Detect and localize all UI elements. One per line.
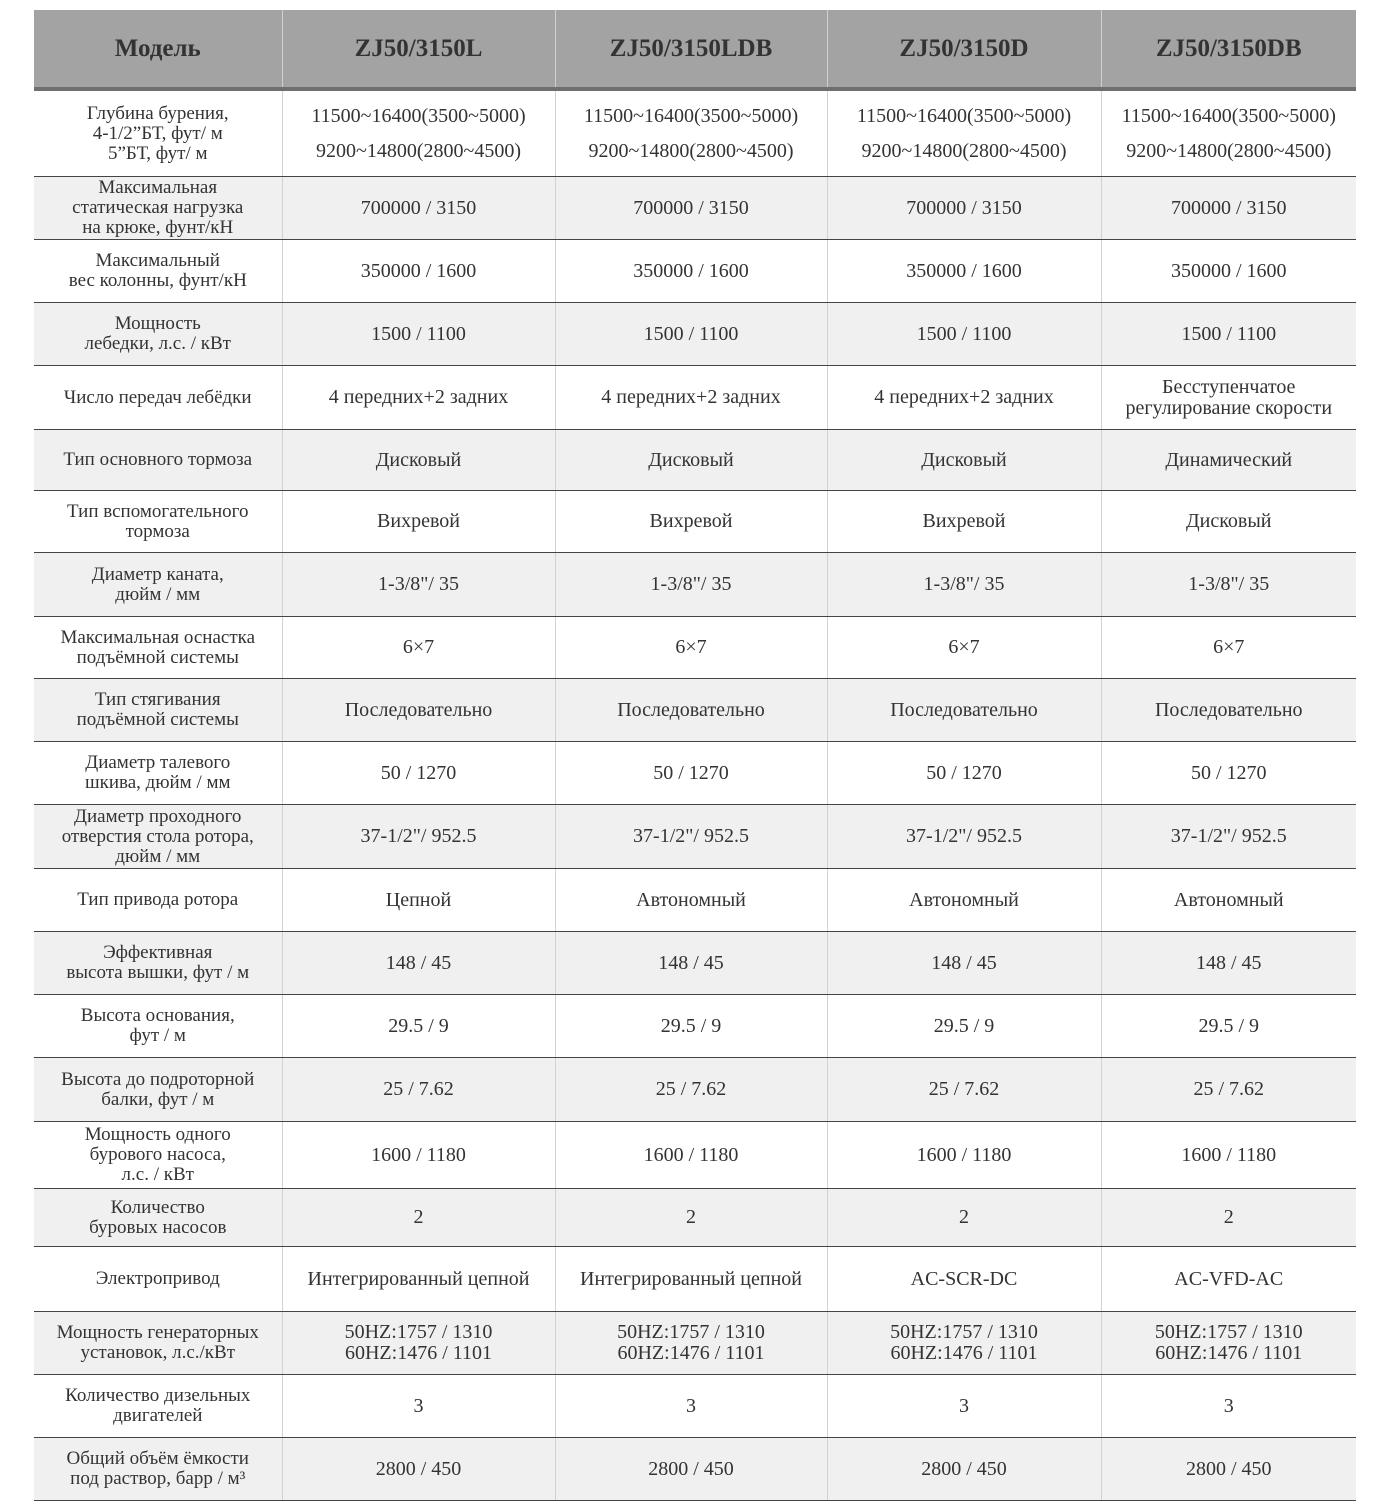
table-cell: 50HZ:1757 / 1310 60HZ:1476 / 1101 xyxy=(555,1312,827,1375)
table-cell: 1500 / 1100 xyxy=(555,303,827,366)
table-cell: 4 передних+2 задних xyxy=(827,366,1101,430)
table-cell: 4 передних+2 задних xyxy=(555,366,827,430)
table-cell: Вихревой xyxy=(282,491,555,553)
table-cell: 29.5 / 9 xyxy=(282,995,555,1058)
table-cell: 11500~16400(3500~5000) 9200~14800(2800~4500) xyxy=(555,89,827,177)
table-cell: Дисковый xyxy=(282,430,555,491)
table-cell: 50 / 1270 xyxy=(282,742,555,805)
table-row xyxy=(34,1438,1356,1501)
row-label: Диаметр талевого шкива, дюйм / мм xyxy=(34,742,282,805)
table-cell: 6×7 xyxy=(282,617,555,679)
table-cell: 4 передних+2 задних xyxy=(282,366,555,430)
spec-table-body xyxy=(34,89,1356,1501)
header-cell-model-1: ZJ50/3150L xyxy=(282,10,555,89)
table-cell: Дисковый xyxy=(555,430,827,491)
table-row xyxy=(34,617,1356,679)
table-cell: Последовательно xyxy=(827,679,1101,742)
table-cell: 350000 / 1600 xyxy=(282,240,555,303)
header-cell-model-4: ZJ50/3150DB xyxy=(1101,10,1356,89)
table-row xyxy=(34,1058,1356,1122)
table-cell: 25 / 7.62 xyxy=(555,1058,827,1122)
table-cell: 700000 / 3150 xyxy=(555,177,827,240)
table-cell: 25 / 7.62 xyxy=(827,1058,1101,1122)
table-cell: 29.5 / 9 xyxy=(827,995,1101,1058)
row-label: Высота основания, фут / м xyxy=(34,995,282,1058)
table-row xyxy=(34,805,1356,869)
table-row xyxy=(34,1247,1356,1312)
row-label: Максимальная статическая нагрузка на крюке, фунт/кН xyxy=(34,177,282,240)
row-label: Диаметр проходного отверстия стола ротора, дюйм / мм xyxy=(34,805,282,869)
table-cell: Автономный xyxy=(1101,869,1356,932)
table-cell: Интегрированный цепной xyxy=(555,1247,827,1312)
row-label: Эффективная высота вышки, фут / м xyxy=(34,932,282,995)
header-row xyxy=(34,10,1356,89)
spec-table xyxy=(34,10,1356,1501)
row-label: Общий объём ёмкости под раствор, барр / м³ xyxy=(34,1438,282,1501)
header-cell-model-2: ZJ50/3150LDB xyxy=(555,10,827,89)
table-cell: 6×7 xyxy=(827,617,1101,679)
table-cell: 25 / 7.62 xyxy=(282,1058,555,1122)
table-cell: 148 / 45 xyxy=(282,932,555,995)
table-cell: 11500~16400(3500~5000) 9200~14800(2800~4500) xyxy=(827,89,1101,177)
table-row xyxy=(34,1312,1356,1375)
table-cell: 50 / 1270 xyxy=(1101,742,1356,805)
table-cell: 700000 / 3150 xyxy=(827,177,1101,240)
table-cell: Дисковый xyxy=(1101,491,1356,553)
table-cell: 350000 / 1600 xyxy=(1101,240,1356,303)
table-cell: 1500 / 1100 xyxy=(282,303,555,366)
table-row xyxy=(34,1375,1356,1438)
table-row xyxy=(34,1122,1356,1189)
row-label: Тип стягивания подъёмной системы xyxy=(34,679,282,742)
table-row xyxy=(34,679,1356,742)
table-row xyxy=(34,553,1356,617)
table-cell: Цепной xyxy=(282,869,555,932)
header-cell-model-3: ZJ50/3150D xyxy=(827,10,1101,89)
table-row xyxy=(34,89,1356,177)
table-cell: 50HZ:1757 / 1310 60HZ:1476 / 1101 xyxy=(1101,1312,1356,1375)
table-cell: 1-3/8"/ 35 xyxy=(827,553,1101,617)
table-cell: 148 / 45 xyxy=(555,932,827,995)
table-cell: 37-1/2"/ 952.5 xyxy=(282,805,555,869)
row-label: Число передач лебёдки xyxy=(34,366,282,430)
row-label: Мощность лебедки, л.с. / кВт xyxy=(34,303,282,366)
table-cell: 1600 / 1180 xyxy=(555,1122,827,1189)
table-cell: 2 xyxy=(827,1189,1101,1247)
table-cell: AC-VFD-AC xyxy=(1101,1247,1356,1312)
table-cell: 3 xyxy=(1101,1375,1356,1438)
table-cell: Последовательно xyxy=(555,679,827,742)
table-cell: 2 xyxy=(282,1189,555,1247)
table-cell: Вихревой xyxy=(555,491,827,553)
table-cell: 29.5 / 9 xyxy=(1101,995,1356,1058)
table-cell: 3 xyxy=(282,1375,555,1438)
table-row xyxy=(34,177,1356,240)
table-cell: Автономный xyxy=(555,869,827,932)
row-label: Максимальная оснастка подъёмной системы xyxy=(34,617,282,679)
table-cell: 25 / 7.62 xyxy=(1101,1058,1356,1122)
table-cell: 50HZ:1757 / 1310 60HZ:1476 / 1101 xyxy=(282,1312,555,1375)
table-cell: 6×7 xyxy=(555,617,827,679)
table-cell: 148 / 45 xyxy=(827,932,1101,995)
table-cell: Вихревой xyxy=(827,491,1101,553)
header-cell-model: Модель xyxy=(34,10,282,89)
table-cell: 700000 / 3150 xyxy=(282,177,555,240)
table-cell: 11500~16400(3500~5000) 9200~14800(2800~4500) xyxy=(1101,89,1356,177)
table-cell: Последовательно xyxy=(1101,679,1356,742)
table-cell: 1500 / 1100 xyxy=(827,303,1101,366)
table-cell: 37-1/2"/ 952.5 xyxy=(1101,805,1356,869)
table-cell: 11500~16400(3500~5000) 9200~14800(2800~4500) xyxy=(282,89,555,177)
table-cell: 2800 / 450 xyxy=(1101,1438,1356,1501)
row-label: Количество дизельных двигателей xyxy=(34,1375,282,1438)
table-row xyxy=(34,240,1356,303)
table-cell: 2 xyxy=(1101,1189,1356,1247)
table-cell: 2800 / 450 xyxy=(282,1438,555,1501)
table-cell: 29.5 / 9 xyxy=(555,995,827,1058)
table-cell: 1-3/8"/ 35 xyxy=(555,553,827,617)
table-cell: Бесступенчатое регулирование скорости xyxy=(1101,366,1356,430)
table-cell: 50 / 1270 xyxy=(555,742,827,805)
table-cell: 2800 / 450 xyxy=(555,1438,827,1501)
row-label: Диаметр каната, дюйм / мм xyxy=(34,553,282,617)
table-row xyxy=(34,995,1356,1058)
table-cell: Автономный xyxy=(827,869,1101,932)
table-cell: Динамический xyxy=(1101,430,1356,491)
row-label: Тип основного тормоза xyxy=(34,430,282,491)
row-label: Электропривод xyxy=(34,1247,282,1312)
table-cell: 37-1/2"/ 952.5 xyxy=(555,805,827,869)
table-cell: Последовательно xyxy=(282,679,555,742)
table-cell: 1600 / 1180 xyxy=(282,1122,555,1189)
table-cell: 700000 / 3150 xyxy=(1101,177,1356,240)
table-cell: 350000 / 1600 xyxy=(827,240,1101,303)
table-cell: 50HZ:1757 / 1310 60HZ:1476 / 1101 xyxy=(827,1312,1101,1375)
table-row xyxy=(34,430,1356,491)
row-label: Максимальный вес колонны, фунт/кН xyxy=(34,240,282,303)
table-cell: 2800 / 450 xyxy=(827,1438,1101,1501)
table-cell: 50 / 1270 xyxy=(827,742,1101,805)
table-row xyxy=(34,742,1356,805)
row-label: Тип привода ротора xyxy=(34,869,282,932)
table-cell: 1-3/8"/ 35 xyxy=(1101,553,1356,617)
table-row xyxy=(34,366,1356,430)
table-cell: 1600 / 1180 xyxy=(827,1122,1101,1189)
table-row xyxy=(34,869,1356,932)
table-row xyxy=(34,491,1356,553)
table-cell: Дисковый xyxy=(827,430,1101,491)
row-label: Высота до подроторной балки, фут / м xyxy=(34,1058,282,1122)
table-cell: AC-SCR-DC xyxy=(827,1247,1101,1312)
row-label: Мощность генераторных установок, л.с./кВт xyxy=(34,1312,282,1375)
table-cell: 350000 / 1600 xyxy=(555,240,827,303)
row-label: Количество буровых насосов xyxy=(34,1189,282,1247)
table-cell: 3 xyxy=(827,1375,1101,1438)
table-cell: 148 / 45 xyxy=(1101,932,1356,995)
table-cell: 1500 / 1100 xyxy=(1101,303,1356,366)
row-label: Глубина бурения, 4-1/2”БТ, фут/ м 5”БТ, фут/ м xyxy=(34,89,282,177)
row-label: Тип вспомогательного тормоза xyxy=(34,491,282,553)
table-row xyxy=(34,932,1356,995)
table-cell: 6×7 xyxy=(1101,617,1356,679)
table-cell: 2 xyxy=(555,1189,827,1247)
table-row xyxy=(34,303,1356,366)
table-cell: 37-1/2"/ 952.5 xyxy=(827,805,1101,869)
table-cell: 1-3/8"/ 35 xyxy=(282,553,555,617)
table-cell: Интегрированный цепной xyxy=(282,1247,555,1312)
table-cell: 3 xyxy=(555,1375,827,1438)
table-row xyxy=(34,1189,1356,1247)
row-label: Мощность одного бурового насоса, л.с. / кВт xyxy=(34,1122,282,1189)
table-cell: 1600 / 1180 xyxy=(1101,1122,1356,1189)
